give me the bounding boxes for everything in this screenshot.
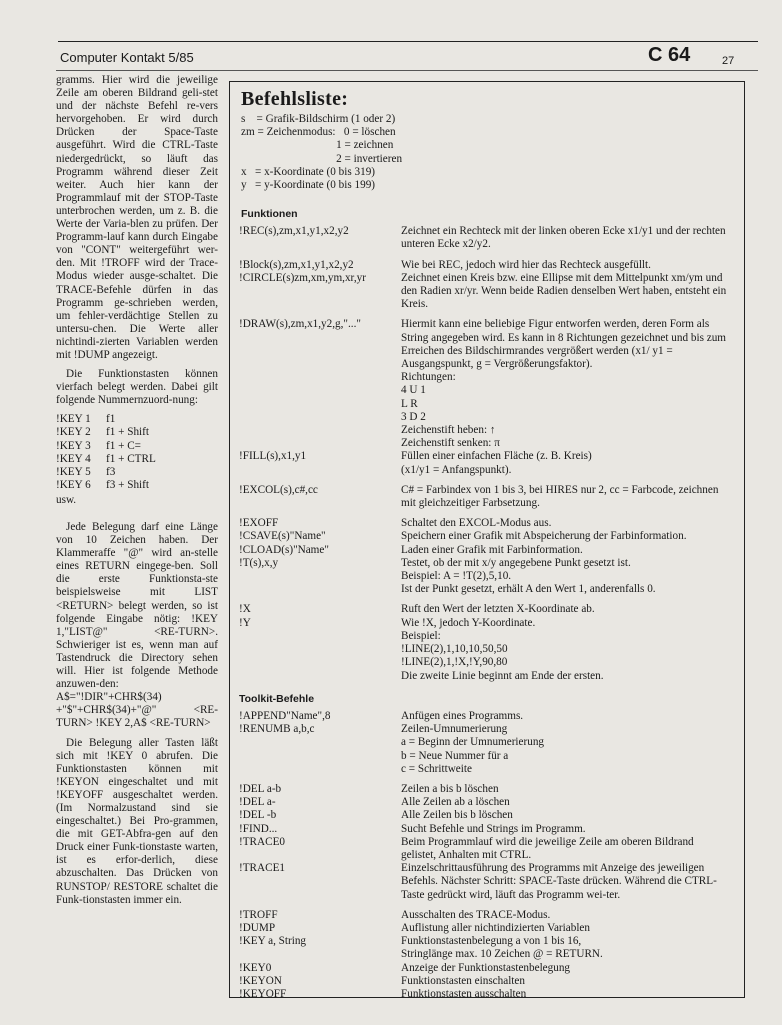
description-line: Alle Zeilen ab a löschen [401, 796, 510, 809]
command-description [401, 836, 735, 862]
command-name: !FILL(s),x1,y1 [239, 450, 307, 463]
command-row [235, 617, 735, 683]
description-line: Ist der Punkt gesetzt, erhält A den Wert 1, anderenfalls 0. [401, 583, 656, 596]
command-row [235, 783, 735, 796]
command-description [401, 530, 735, 543]
command-description [401, 225, 735, 251]
description-line: Zeilen a bis b löschen [401, 782, 499, 795]
description-line: a = Beginn der Umnumerierung [401, 736, 545, 749]
command-description [401, 710, 735, 723]
definition-line: 1 = zeichnen [241, 139, 394, 152]
key-row [56, 413, 156, 426]
command-row [235, 935, 735, 961]
description-line: Zeichnet einen Kreis bzw. eine Ellipse mit dem Mittelpunkt xm/ym und den Radien xr/yr. Wenn beide Radien denselben Wert haben, entsteht ein Kreis. [401, 271, 727, 311]
key-assignment: f1 + Shift [106, 426, 149, 439]
command-name: !REC(s),zm,x1,y1,x2,y2 [239, 225, 349, 238]
description-line: L R [401, 397, 418, 410]
paragraph: Jede Belegung darf eine Länge von 10 Zeichen haben. Der Klammeraffe "@" wird an-stelle eines RETURN eingege-ben. Soll die erste Funktionsta-ste beispielsweise mit LIST <RETURN> belegt werden, so ist folgende Eingabe nötig: !KEY 1,"LIST@" <RE-TURN>. Schwieriger ist es, wenn man auf Tastendruck die Directory sehen will. Hier ist folgende Methode anzuwen-den: A$="!DIR"+CHR$(34) +"$"+CHR$(34)+"@" <RE-TURN> !KEY 2,A$ <RE-TURN> [56, 521, 218, 730]
definition-line: y = y-Koordinate (0 bis 199) [241, 179, 376, 192]
definition-line: zm = Zeichenmodus: 0 = löschen [241, 126, 396, 139]
command-row [235, 823, 735, 836]
description-line: b = Neue Nummer für a [401, 749, 509, 762]
command-row [235, 259, 735, 272]
command-name: !TRACE1 [239, 862, 285, 875]
command-description [401, 988, 735, 1001]
command-description [401, 909, 735, 922]
description-line: c = Schrittweite [401, 762, 472, 775]
command-name: !DUMP [239, 921, 276, 934]
command-row [235, 962, 735, 975]
paragraph: Die Funktionstasten können vierfach belegt werden. Dabei gilt folgende Nummernzuord-nung: [56, 368, 218, 407]
key-row [56, 479, 156, 492]
command-name: !DEL a- [239, 796, 276, 809]
command-description [401, 544, 735, 557]
header-rule [58, 41, 758, 42]
command-description [401, 557, 735, 597]
command-row [235, 862, 735, 902]
description-line: (x1/y1 = Anfangspunkt). [401, 463, 512, 476]
description-line: Funktionstastenbelegung a von 1 bis 16, [401, 935, 582, 948]
header-divider [56, 70, 758, 71]
key-row [56, 466, 156, 479]
command-description [401, 723, 735, 776]
command-name: !X [239, 603, 251, 616]
command-row [235, 603, 735, 616]
description-line: Funktionstasten einschalten [401, 974, 525, 987]
paragraph: Die Belegung aller Tasten läßt sich mit !KEY 0 abrufen. Die Funktionstasten können mit !KEYON eingeschaltet und mit !KEYOFF ausgeschaltet werden. (Im Normalzustand sind sie eingeschaltet.) Bei Pro-grammen, die mit GET-Abfra-gen auf den Druck einer Funk-tionstaste warten, ist es erfor-derlich, diese abzuschalten. Das Drücken von RUNSTOP/ RESTORE schaltet die Funk-tionstasten immer ein. [56, 736, 218, 906]
description-line: Einzelschrittausführung des Programms mit Anzeige des jeweiligen Befehls. Nächster Schritt: SPACE-Taste drücken. Während die CTRL-Taste gedrückt wird, läuft das Programm wei-ter. [401, 862, 717, 901]
description-line: Zeilen-Umnumerierung [401, 723, 508, 736]
page-number: 27 [722, 55, 735, 67]
description-line: !LINE(2),1,10,10,50,50 [401, 643, 508, 656]
description-line: Beispiel: A = !T(2),5,10. [401, 570, 512, 583]
command-row [235, 450, 735, 476]
section-logo: C 64 [648, 44, 691, 66]
key-row [56, 453, 156, 466]
command-row [235, 484, 735, 510]
command-description [401, 809, 735, 822]
definition-line: 2 = invertieren [241, 152, 403, 165]
command-name: !RENUMB a,b,c [239, 723, 315, 736]
description-line: Die zweite Linie beginnt am Ende der ersten. [401, 669, 604, 682]
key-name: !KEY 4 [56, 452, 91, 465]
description-line: Hiermit kann eine beliebige Figur entworfen werden, deren Form als String angegeben wird. Es kann in 8 Richtungen gezeichnet und bis zum Erreichen des Bildschirmrandes vergrößert werden (x1/ y1 = Ausgangspunkt, g = Vergrößerungsfaktor). [401, 318, 726, 371]
key-assignment: f1 [106, 413, 116, 426]
command-name: !T(s),x,y [239, 556, 279, 569]
key-assignment: f3 [106, 465, 116, 478]
description-line: Funktionstasten ausschalten [401, 987, 527, 1000]
command-row [235, 836, 735, 862]
command-name: !Y [239, 616, 251, 629]
command-description [401, 318, 735, 450]
description-line: !LINE(2),1,!X,!Y,90,80 [401, 656, 508, 669]
command-row [235, 909, 735, 922]
parameter-definitions [241, 113, 402, 192]
command-name: !CSAVE(s)"Name" [239, 530, 326, 543]
command-name: !CLOAD(s)"Name" [239, 543, 329, 556]
command-row [235, 796, 735, 809]
command-description [401, 796, 735, 809]
command-name: !TRACE0 [239, 835, 285, 848]
description-line: 3 D 2 [401, 410, 426, 423]
command-name: !DRAW(s),zm,x1,y2,g,"..." [239, 318, 361, 331]
usw-text: usw. [56, 493, 77, 506]
key-assignment: f3 + Shift [106, 478, 149, 491]
description-line: Alle Zeilen bis b löschen [401, 809, 513, 822]
command-description [401, 484, 735, 510]
command-row [235, 723, 735, 776]
command-description [401, 603, 735, 616]
description-line: Stringlänge max. 10 Zeichen @ = RETURN. [401, 948, 603, 961]
description-line: Speichern einer Grafik mit Abspeicherung der Farbinformation. [401, 530, 687, 543]
description-line: Zeichnet ein Rechteck mit der linken oberen Ecke x1/y1 und der rechten unteren Ecke x2/y2. [401, 225, 726, 251]
key-name: !KEY 2 [56, 426, 91, 439]
command-name: !KEY a, String [239, 935, 307, 948]
command-name: !EXOFF [239, 517, 279, 530]
description-line: 4 U 1 [401, 384, 426, 397]
description-line: Laden einer Grafik mit Farbinformation. [401, 543, 583, 556]
description-line: Beispiel: [401, 629, 441, 642]
command-description [401, 272, 735, 312]
description-line: Wie !X, jedoch Y-Koordinate. [401, 616, 536, 629]
description-line: Zeichenstift senken: π [401, 437, 500, 450]
section-heading-funktionen: Funktionen [241, 208, 298, 220]
command-row [235, 225, 735, 251]
command-name: !TROFF [239, 908, 278, 921]
key-name: !KEY 5 [56, 465, 91, 478]
left-column [56, 74, 218, 913]
description-line: Wie bei REC, jedoch wird hier das Rechteck ausgefüllt. [401, 258, 651, 271]
description-line: Testet, ob der mit x/y angegebene Punkt gesetzt ist. [401, 556, 631, 569]
command-list [235, 208, 735, 1001]
description-line: Beim Programmlauf wird die jeweilige Zeile am oberen Bildrand gelistet, Anhalten mit CTRL. [401, 835, 694, 861]
definition-line: s = Grafik-Bildschirm (1 oder 2) [241, 113, 396, 125]
definition-line: x = x-Koordinate (0 bis 319) [241, 165, 376, 178]
description-line: Füllen einer einfachen Fläche (z. B. Kreis) [401, 450, 592, 463]
description-line: Zeichenstift heben: ↑ [401, 424, 496, 437]
description-line: Richtungen: [401, 371, 456, 384]
command-row [235, 530, 735, 543]
magazine-issue: Computer Kontakt 5/85 [60, 50, 194, 65]
description-line: Anzeige der Funktionstastenbelegung [401, 961, 571, 974]
description-line: Schaltet den EXCOL-Modus aus. [401, 517, 552, 530]
command-row [235, 710, 735, 723]
description-line: Ausschalten des TRACE-Modus. [401, 908, 551, 921]
command-description [401, 823, 735, 836]
key-name: !KEY 6 [56, 478, 91, 491]
key-row [56, 440, 156, 453]
key-assignment: f1 + CTRL [106, 452, 156, 465]
key-name: !KEY 1 [56, 413, 91, 426]
command-description [401, 517, 735, 530]
description-line: Anfügen eines Programms. [401, 709, 524, 722]
command-row [235, 988, 735, 1001]
description-line: Ruft den Wert der letzten X-Koordinate ab. [401, 603, 595, 616]
command-name: !Block(s),zm,x1,y1,x2,y2 [239, 258, 354, 271]
description-line: Sucht Befehle und Strings im Programm. [401, 822, 586, 835]
command-name: !KEYON [239, 974, 282, 987]
command-description [401, 450, 735, 476]
command-description [401, 617, 735, 683]
command-name: !EXCOL(s),c#,cc [239, 483, 318, 496]
command-description [401, 922, 735, 935]
command-description [401, 975, 735, 988]
command-description [401, 962, 735, 975]
command-row [235, 809, 735, 822]
command-name: !FIND... [239, 822, 278, 835]
command-row [235, 517, 735, 530]
command-description [401, 935, 735, 961]
command-description [401, 783, 735, 796]
command-name: !KEYOFF [239, 987, 287, 1000]
command-row [235, 272, 735, 312]
key-name: !KEY 3 [56, 439, 91, 452]
key-row [56, 426, 156, 439]
function-key-table [56, 413, 156, 492]
command-name: !DEL -b [239, 809, 277, 822]
command-row [235, 544, 735, 557]
section-heading-toolkit: Toolkit-Befehle [239, 692, 315, 705]
description-line: Auflistung aller nichtindizierten Variablen [401, 921, 590, 934]
key-assignment: f1 + C= [106, 439, 141, 452]
command-description [401, 862, 735, 902]
command-name: !DEL a-b [239, 782, 282, 795]
description-line: C# = Farbindex von 1 bis 3, bei HIRES nur 2, cc = Farbcode, zeichnen mit gleichzeitiger Farbsetzung. [401, 483, 719, 510]
paragraph: gramms. Hier wird die jeweilige Zeile am oberen Bildrand geli-stet und der nächste Befehl re-vers hervorgehoben. Er wird durch Drücken der Space-Taste ausgeführt. Wird die CTRL-Taste niedergedrückt, so läuft das Programm während dieser Zeit weiter. Auch hier kann der Programmlauf mit der STOP-Taste unterbrochen werden, um z. B. die Werte der Varia-blen zu prüfen. Der Programm-lauf kann durch Eingabe von "CONT" weitergeführt wer-den. Mit !TROFF wird der Trace-Modus wieder ausge-schaltet. Die TRACE-Befehle dürfen in das Programm ge-schrieben werden, um fehler-verdächtige Stellen zu untersu-chen. Die Werte aller nichtindi-zierten Variablen werden mit !DUMP angezeigt. [56, 74, 218, 361]
command-name: !CIRCLE(s)zm,xm,ym,xr,yr [239, 271, 366, 284]
command-name: !APPEND"Name",8 [239, 709, 331, 722]
box-title: Befehlsliste: [241, 88, 349, 110]
command-row [235, 557, 735, 597]
command-name: !KEY0 [239, 961, 272, 974]
command-description [401, 259, 735, 272]
command-row [235, 975, 735, 988]
command-row [235, 318, 735, 450]
command-row [235, 922, 735, 935]
